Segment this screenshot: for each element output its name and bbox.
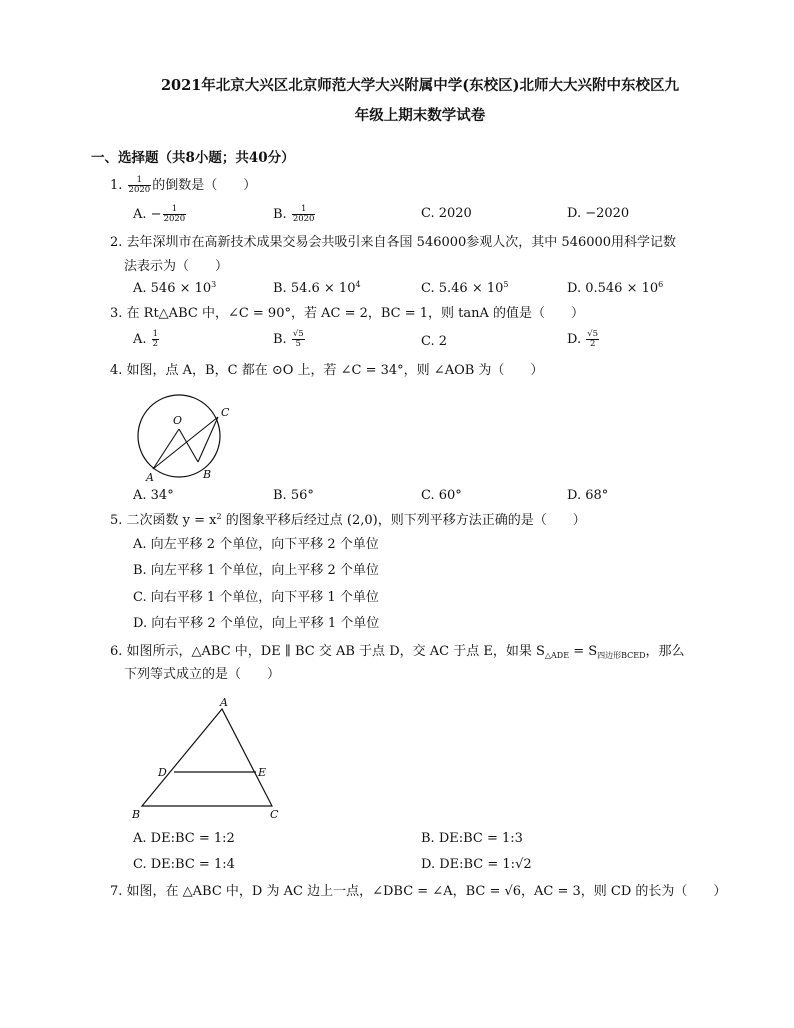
- exam-title-line-1: 2021年北京大兴区北京师范大学大兴附属中学(东校区)北师大大兴附中东校区九: [160, 77, 680, 94]
- q5-option-b: B. 向左平移 1 个单位，向上平移 2 个单位: [133, 563, 379, 578]
- question-number: 1.: [110, 178, 123, 193]
- question-1: [110, 176, 256, 195]
- q5-option-a: A. 向左平移 2 个单位，向下平移 2 个单位: [133, 537, 379, 552]
- q2-option-d: D. $0.546 \times 10^6$: [567, 280, 664, 296]
- question-4: 4. 如图，点 A，B，C 都在 ⊙O 上，若 ∠C = 34°，则 ∠AOB 为（ ）: [110, 363, 544, 378]
- label-c: C: [221, 406, 230, 419]
- q6-option-c: C. DE:BC = 1:4: [133, 857, 235, 872]
- label-b: B: [132, 808, 141, 821]
- label-b: B: [203, 468, 212, 481]
- question-7: 7. 如图，在 △ABC 中，D 为 AC 边上一点，∠DBC = ∠A，BC = √6，AC = 3，则 CD 的长为（ ）: [110, 884, 727, 899]
- question-5: 5. 二次函数 $y = x^2$ 的图象平移后经过点 (2,0)，则下列平移方法正确的是（ ）: [110, 512, 586, 528]
- label-o: O: [173, 414, 183, 427]
- q4-option-b: B. 56°: [273, 488, 314, 503]
- question-6-line-2: 下列等式成立的是（ ）: [124, 667, 281, 682]
- segment-oa: [153, 429, 179, 469]
- label-a: A: [220, 696, 228, 709]
- question-6-line-1: 6. 如图所示，△ABC 中，DE ∥ BC 交 AB 于点 D，交 AC 于点 E，如果 $S_{\triangle ADE} = S_{四边形BCED}$，那么: [110, 644, 685, 660]
- circle-figure: [130, 390, 240, 486]
- triangle-abc: [142, 709, 272, 806]
- fraction: $\frac{1}{2020}$: [128, 175, 151, 195]
- q1-option-c: C. 2020: [421, 206, 472, 221]
- question-2-line-1: 2. 去年深圳市在高新技术成果交易会共吸引来自各国 546000参观人次，其中 546000用科学记数: [110, 235, 677, 250]
- label-a: A: [146, 471, 154, 484]
- q3-option-a: A. $\frac{1}{2}$: [133, 329, 159, 349]
- q2-option-a: A. $546 \times 10^3$: [133, 280, 217, 296]
- segment-ac: [153, 417, 218, 469]
- q1-option-d: D. −2020: [567, 206, 630, 221]
- label-e: E: [258, 766, 267, 779]
- q3-option-b: B. $\frac{√5}{5}$: [273, 329, 304, 349]
- exam-title-line-2: 年级上期末数学试卷: [354, 107, 486, 124]
- q6-option-b: B. DE:BC = 1:3: [421, 831, 523, 846]
- q1-option-b: B. $\frac{1}{2020}$: [273, 204, 315, 224]
- label-c: C: [270, 808, 279, 821]
- q1-option-a: A. − $\frac{1}{2020}$: [133, 204, 186, 224]
- q4-option-c: C. 60°: [421, 488, 462, 503]
- q6-option-a: A. DE:BC = 1:2: [133, 831, 235, 846]
- question-2-line-2: 法表示为（ ）: [124, 259, 229, 274]
- section-heading: 一、选择题（共8小题；共40分）: [91, 150, 295, 166]
- q6-option-d: D. DE:BC = 1:√2: [421, 857, 532, 872]
- q3-option-c: C. 2: [421, 334, 448, 349]
- q5-option-d: D. 向右平移 2 个单位，向上平移 1 个单位: [133, 616, 380, 631]
- question-3: 3. 在 Rt△ABC 中，∠C = 90°，若 AC = 2，BC = 1，则 tanA 的值是（ ）: [110, 306, 585, 321]
- circle-o: [138, 395, 220, 477]
- q4-option-d: D. 68°: [567, 488, 609, 503]
- label-d: D: [158, 766, 167, 779]
- triangle-figure: [124, 694, 294, 824]
- question-text: 的倒数是（ ）: [152, 178, 257, 193]
- q2-option-b: B. $54.6 \times 10^4$: [273, 280, 361, 296]
- q3-option-d: D. $\frac{√5}{2}$: [567, 329, 599, 349]
- q5-option-c: C. 向右平移 1 个单位，向下平移 1 个单位: [133, 590, 379, 605]
- q4-option-a: A. 34°: [133, 488, 174, 503]
- q2-option-c: C. $5.46 \times 10^5$: [421, 280, 509, 296]
